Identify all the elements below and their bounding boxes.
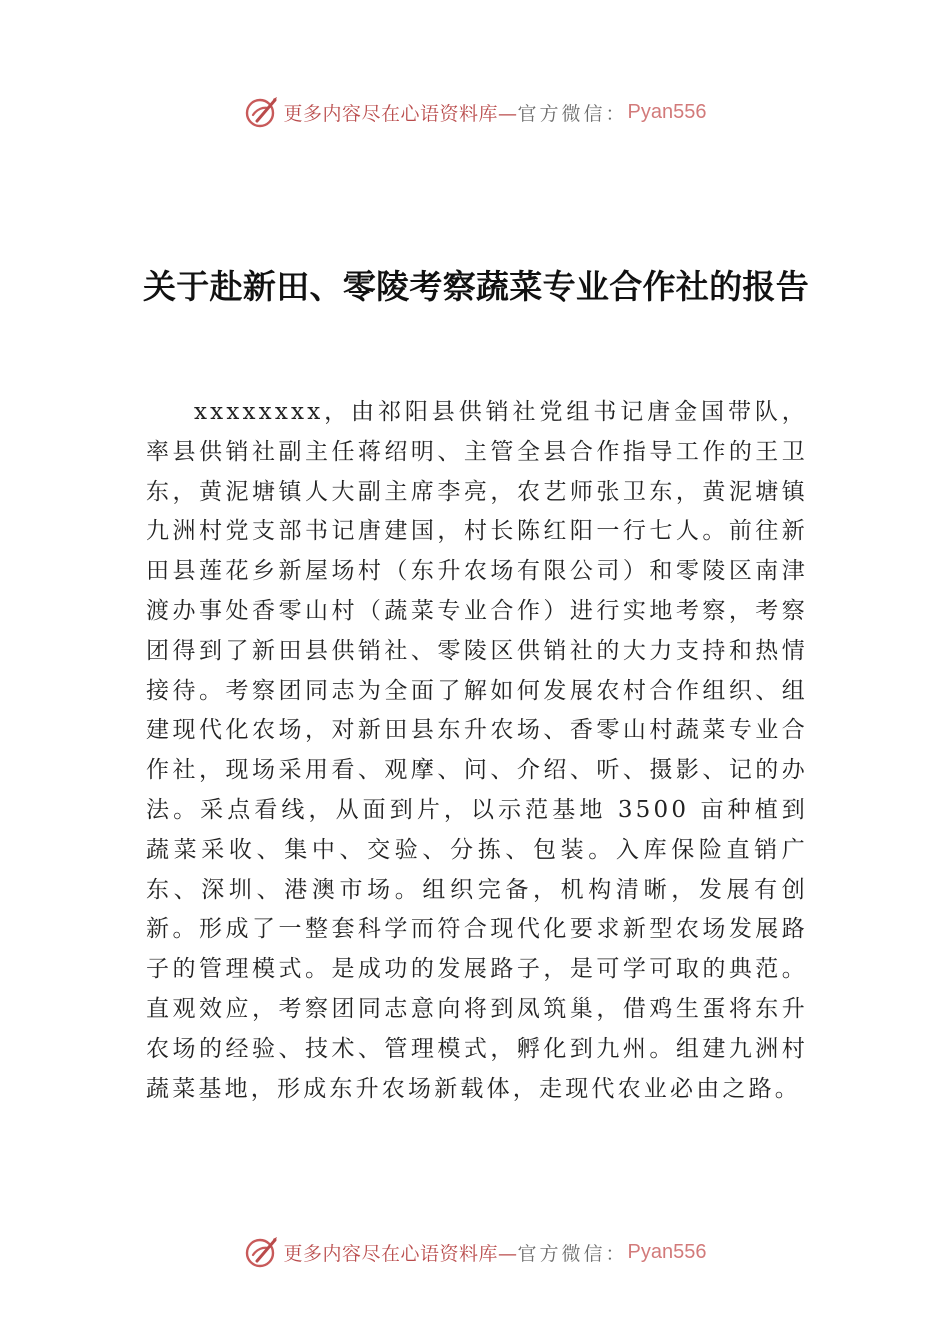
watermark-text: 更多内容尽在心语资料库—: [283, 102, 518, 125]
document-title: 关于赴新田、零陵考察蔬菜专业合作社的报告: [143, 267, 809, 306]
brush-logo-icon: [244, 1234, 280, 1270]
body-paragraph: xxxxxxxx，由祁阳县供销社党组书记唐金国带队，率县供销社副主任蒋绍明、主管全县合作指导工作的王卫东，黄泥塘镇人大副主席李亮，农艺师张卫东，黄泥塘镇九洲村党支部书记唐建国，村长陈红阳一行七人。前往新田县莲花乡新屋场村（东升农场有限公司）和零陵区南津渡办事处香零山村（蔬菜专业合作）进行实地考察，考察团得到了新田县供销社、零陵区供销社的大力支持和热情接待。考察团同志为全面了解如何发展农村合作组织、组建现代化农场，对新田县东升农场、香零山村蔬菜专业合作社，现场采用看、观摩、问、介绍、听、摄影、记的办法。采点看线，从面到片，以示范基地 3500 亩种植到蔬菜采收、集中、交验、分拣、包装。入库保险直销广东、深圳、港澳市场。组织完备，机构清晰，发展有创新。形成了一整套科学而符合现代化要求新型农场发展路子的管理模式。是成功的发展路子，是可学可取的典范。直观效应，考察团同志意向将到凤筑巢，借鸡生蛋将东升农场的经验、技术、管理模式，孵化到九州。组建九洲村蔬菜基地，形成东升农场新载体，走现代农业必由之路。: [146, 399, 808, 1102]
watermark-wechat-id: Pyan556: [627, 100, 707, 123]
footer-watermark: [0, 1232, 950, 1272]
header-watermark: [0, 92, 950, 132]
watermark-wechat-label: 官方微信：: [517, 102, 628, 125]
watermark-wechat-label: 官方微信：: [517, 1242, 628, 1265]
watermark-wechat-id: Pyan556: [627, 1240, 707, 1263]
brush-logo-icon: [244, 94, 280, 130]
watermark-text: 更多内容尽在心语资料库—: [283, 1242, 518, 1265]
